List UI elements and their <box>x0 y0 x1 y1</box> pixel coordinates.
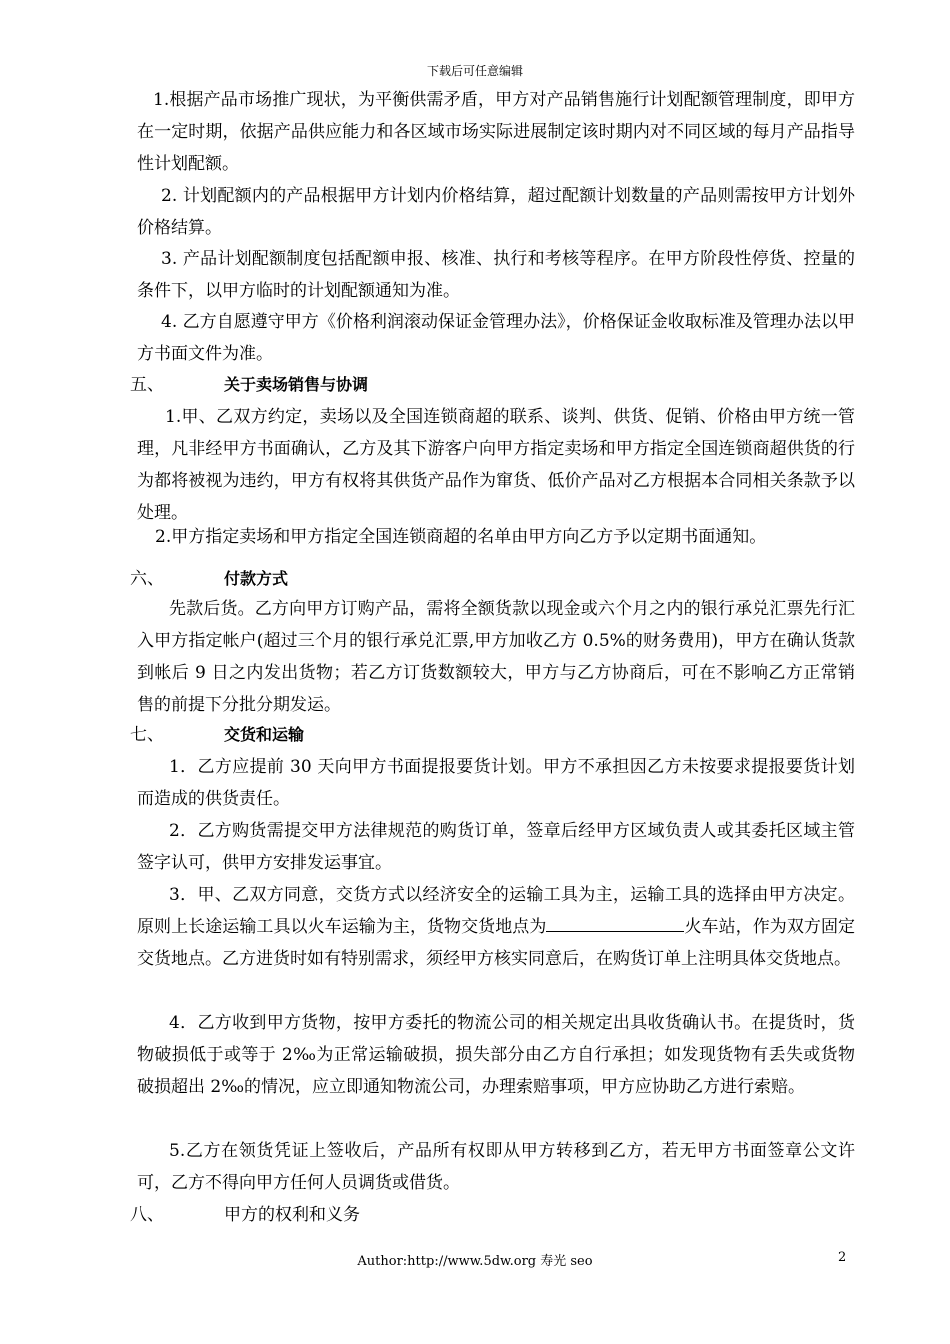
section-number: 七、 <box>130 725 164 745</box>
clause-4-4: 4. 乙方自愿遵守甲方《价格利润滚动保证金管理办法》，价格保证金收取标准及管理办法以甲方书面文件为准。 <box>137 312 855 364</box>
clause-7-4: 4．乙方收到甲方货物，按甲方委托的物流公司的相关规定出具收货确认书。在提货时，货物破损低于或等于 2‰为正常运输破损，损失部分由乙方自行承担；如发现货物有丢失或货物破损超出 2‰的情况，应立即通知物流公司，办理索赔事项，甲方应协助乙方进行索赔。 <box>137 1013 855 1097</box>
clause-7-5: 5.乙方在领货凭证上签收后，产品所有权即从甲方转移到乙方，若无甲方书面签章公文许可，乙方不得向甲方任何人员调货或借货。 <box>137 1141 855 1193</box>
clause-5-2: 2.甲方指定卖场和甲方指定全国连锁商超的名单由甲方向乙方予以定期书面通知。 <box>155 527 767 547</box>
clause-7-3: 3．甲、乙双方同意，交货方式以经济安全的运输工具为主，运输工具的选择由甲方决定。原则上长途运输工具以火车运输为主，货物交货地点为 火车站，作为双方固定交货地点。乙方进货时如有特别需求，须经甲方核实同意后，在购货订单上注明具体交货地点。 <box>137 885 856 969</box>
clause-4-1: 1.根据产品市场推广现状，为平衡供需矛盾，甲方对产品销售施行计划配额管理制度，即甲方在一定时期，依据产品供应能力和各区域市场实际进展制定该时期内对不同区域的每月产品指导性计划配额。 <box>137 90 855 174</box>
page-number: 2 <box>838 1250 847 1265</box>
clause-7-2: 2．乙方购货需提交甲方法律规范的购货订单，签章后经甲方区域负责人或其委托区域主管签字认可，供甲方安排发运事宜。 <box>137 821 855 873</box>
clause-4-2: 2. 计划配额内的产品根据甲方计划内价格结算，超过配额计划数量的产品则需按甲方计划外价格结算。 <box>137 186 855 238</box>
page-footer: Author:http://www.5dw.org 寿光 seo <box>357 1254 593 1269</box>
section-6-heading <box>130 564 288 594</box>
section-8-heading <box>130 1200 360 1230</box>
section-number: 六、 <box>130 569 164 589</box>
section-number: 五、 <box>130 375 164 395</box>
page-header: 下载后可任意编辑 <box>426 64 523 78</box>
section-title: 付款方式 <box>224 569 289 588</box>
clause-4-3: 3. 产品计划配额制度包括配额申报、核准、执行和考核等程序。在甲方阶段性停货、控量的条件下，以甲方临时的计划配额通知为准。 <box>137 249 855 301</box>
clause-6-1: 先款后货。乙方向甲方订购产品，需将全额货款以现金或六个月之内的银行承兑汇票先行汇入甲方指定帐户(超过三个月的银行承兑汇票,甲方加收乙方 0.5%的财务费用)，甲方在确认货款到帐后 9 日之内发出货物；若乙方订货数额较大，甲方与乙方协商后，可在不影响乙方正常销售的前提下分批分期发运。 <box>137 599 855 715</box>
section-5-heading <box>130 370 368 400</box>
section-title: 甲方的权利和义务 <box>224 1205 360 1225</box>
clause-7-1: 1．乙方应提前 30 天向甲方书面提报要货计划。甲方不承担因乙方未按要求提报要货计划而造成的供货责任。 <box>137 757 855 809</box>
section-number: 八、 <box>130 1205 164 1225</box>
delivery-location-blank <box>546 913 684 932</box>
section-7-heading <box>130 720 304 750</box>
section-title: 交货和运输 <box>224 725 305 744</box>
section-title: 关于卖场销售与协调 <box>224 375 369 394</box>
clause-5-1: 1.甲、乙双方约定，卖场以及全国连锁商超的联系、谈判、供货、促销、价格由甲方统一管理，凡非经甲方书面确认，乙方及其下游客户向甲方指定卖场和甲方指定全国连锁商超供货的行为都将被视为违约，甲方有权将其供货产品作为窜货、低价产品对乙方根据本合同相关条款予以处理。 <box>137 407 855 523</box>
